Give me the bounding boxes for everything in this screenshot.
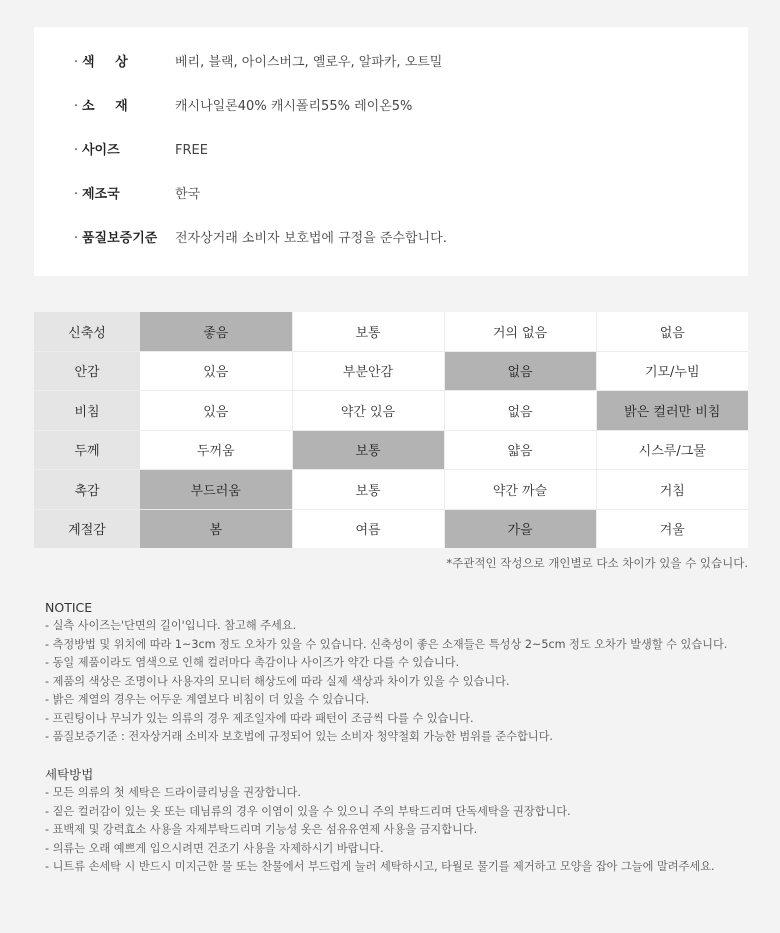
grid-option: 겨울 [596,509,748,548]
grid-row [34,351,748,391]
grid-option-selected: 좋음 [140,312,292,351]
washing-list [45,784,715,877]
bullet-dot: · [74,143,79,158]
grid-option: 있음 [140,351,292,391]
grid-option: 시스루/그물 [596,430,748,470]
bullet-dot: · [74,99,79,114]
grid-option: 보통 [292,312,444,351]
info-label: 색 상 [82,55,136,70]
bullet-dot: · [74,55,79,70]
grid-row [34,312,748,351]
grid-option: 없음 [444,391,596,431]
washing-item: - 짙은 컬러감이 있는 옷 또는 데님류의 경우 이염이 있을 수 있으니 주의 부탁드리며 단독세탁을 권장합니다. [45,804,571,818]
grid-option: 있음 [140,391,292,431]
info-label: 제조국 [82,187,120,202]
notice-item: - 실측 사이즈는'단면의 길이'입니다. 참고해 주세요. [45,619,297,632]
washing-item: - 니트류 손세탁 시 반드시 미지근한 물 또는 찬물에서 부드럽게 눌러 세탁하시고, 타월로 물기를 제거하고 모양을 잡아 그늘에 말려주세요. [45,860,715,873]
grid-row-label: 두께 [34,430,140,470]
info-row-color [74,53,442,73]
notice-item: - 프린팅이나 무늬가 있는 의류의 경우 제조일자에 따라 패턴이 조금씩 다를 수 있습니다. [45,711,474,725]
info-label: 소 재 [82,99,136,114]
info-row-material [74,97,412,117]
grid-option: 거침 [596,470,748,510]
grid-row-label: 계절감 [34,509,140,548]
bullet-dot: · [74,187,79,202]
grid-option-selected: 가을 [444,509,596,548]
grid-row-label: 촉감 [34,470,140,510]
info-value: FREE [175,143,208,158]
grid-option: 약간 까슬 [444,470,596,510]
washing-item: - 의류는 오래 예쁘게 입으시려면 건조기 사용을 자제하시기 바랍니다. [45,841,384,855]
grid-row-label: 안감 [34,351,140,391]
info-value: 캐시나일론40% 캐시폴리55% 레이온5% [175,99,413,114]
notice-item: - 밝은 계열의 경우는 어두운 계열보다 비침이 더 있을 수 있습니다. [45,693,370,706]
bullet-dot: · [74,231,79,246]
notice-list [45,617,727,747]
info-label: 품질보증기준 [82,231,158,246]
info-row-origin [74,185,200,205]
grid-row [34,391,748,431]
attribute-grid [34,312,748,548]
info-value: 베리, 블랙, 아이스버그, 옐로우, 알파카, 오트밀 [175,55,443,70]
notice-item: - 동일 제품이라도 염색으로 인해 컬러마다 촉감이나 사이즈가 약간 다를 수 있습니다. [45,656,460,669]
notice-item: - 품질보증기준 : 전자상거래 소비자 보호법에 규정되어 있는 소비자 청약철회 가능한 범위를 준수합니다. [45,730,553,743]
grid-option: 없음 [596,312,748,351]
product-info-box [34,27,748,276]
grid-option-selected: 부드러움 [140,470,292,510]
grid-option: 기모/누빔 [596,351,748,391]
grid-row-label: 비침 [34,391,140,431]
grid-option-selected: 없음 [444,351,596,391]
grid-row [34,509,748,548]
grid-option: 부분안감 [292,351,444,391]
info-value: 한국 [175,187,201,202]
subjective-note: *주관적인 작성으로 개인별로 다소 차이가 있을 수 있습니다. [446,556,748,570]
grid-option: 거의 없음 [444,312,596,351]
notice-title: NOTICE [45,600,93,615]
grid-option: 여름 [292,509,444,548]
grid-row-label: 신축성 [34,312,140,351]
grid-option-selected: 밝은 컬러만 비침 [596,391,748,431]
grid-option-selected: 보통 [292,430,444,470]
washing-item: - 표백제 및 강력효소 사용을 자제부탁드리며 기능성 옷은 섬유유연제 사용을 금지합니다. [45,823,478,836]
grid-option: 보통 [292,470,444,510]
washing-item: - 모든 의류의 첫 세탁은 드라이클리닝을 권장합니다. [45,786,301,799]
grid-row [34,430,748,470]
info-label: 사이즈 [82,143,120,158]
grid-option: 두꺼움 [140,430,292,470]
info-value: 전자상거래 소비자 보호법에 규정을 준수합니다. [175,231,447,246]
grid-option: 약간 있음 [292,391,444,431]
grid-option-selected: 봄 [140,509,292,548]
grid-row [34,470,748,510]
grid-option: 얇음 [444,430,596,470]
notice-item: - 측정방법 및 위치에 따라 1~3cm 정도 오차가 있을 수 있습니다. 신축성이 좋은 소재들은 특성상 2~5cm 정도 오차가 발생할 수 있습니다. [45,637,728,651]
info-row-size [74,141,208,161]
notice-item: - 제품의 색상은 조명이나 사용자의 모니터 해상도에 따라 실제 색상과 차이가 있을 수 있습니다. [45,674,510,688]
info-row-quality [74,229,447,249]
washing-title: 세탁방법 [45,767,94,782]
